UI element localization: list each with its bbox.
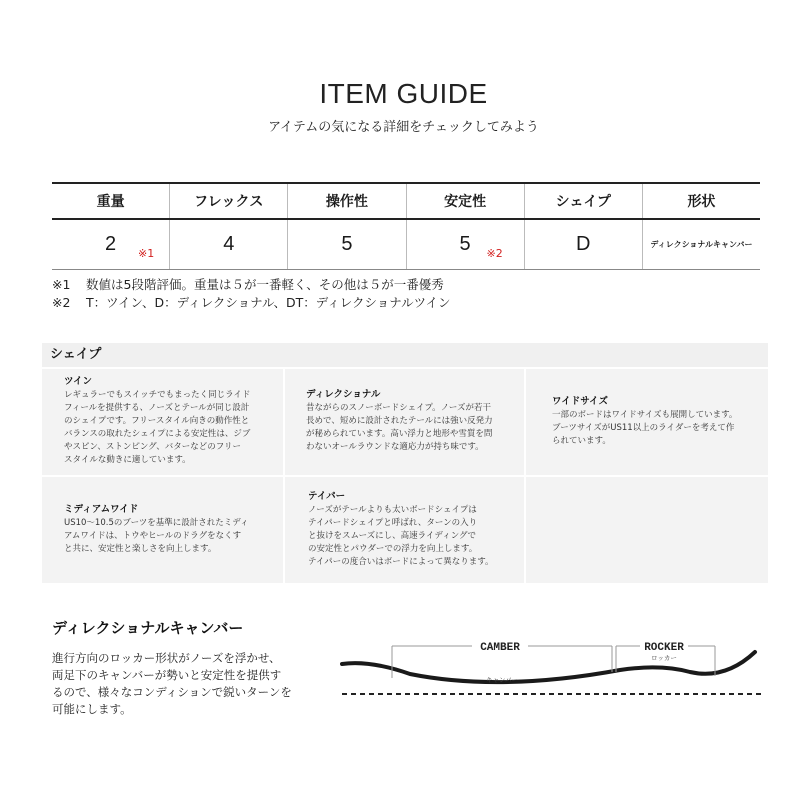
footnote-2-key: ※2 — [52, 295, 71, 310]
shape-card-line: 昔ながらのスノーボードシェイプ。ノーズが若干 — [306, 403, 491, 413]
shape-card-line: 長めで、短めに設計されたテールには強い反発力 — [306, 416, 493, 426]
shape-section-heading: シェイプ — [42, 343, 768, 367]
header-profile: 形状 — [642, 184, 760, 218]
weight-note-mark: ※1 — [138, 247, 155, 260]
camber-sub-label: キャンバー — [485, 676, 519, 684]
rocker-label: ROCKER — [644, 642, 684, 654]
board-profile — [342, 652, 755, 682]
header-stability: 安定性 — [406, 184, 524, 218]
header-handling: 操作性 — [287, 184, 405, 218]
shape-card-title: ディレクショナル — [306, 389, 381, 400]
profile-title: ディレクショナルキャンバー — [52, 619, 244, 637]
shape-card-line: と共に、安定性と楽しさを向上します。 — [64, 544, 217, 554]
page-subtitle: アイテムの気になる詳細をチェックしてみよう — [268, 120, 539, 135]
shape-card-line: ノーズがテールよりも太いボードシェイプは — [308, 505, 477, 515]
footnote-2 — [52, 294, 451, 312]
shape-card-line: レギュラーでもスイッチでもまったく同じライド — [64, 390, 251, 400]
shape-card-taper — [308, 490, 528, 569]
shape-card-line: US10～10.5のブーツを基準に設計されたミディ — [64, 518, 249, 528]
shape-card-line: のシェイプです。フリースタイル向きの動作性と — [64, 416, 250, 426]
shape-card-line: わないオールラウンドな適応力が持ち味です。 — [306, 442, 484, 452]
profile-description-line: 進行方向のロッカー形状がノーズを浮かせ、 — [52, 651, 281, 665]
header-weight: 重量 — [96, 194, 125, 210]
camber-profile-diagram — [330, 630, 770, 710]
stability-note-mark: ※2 — [486, 247, 503, 260]
header-shape: シェイプ — [524, 184, 642, 218]
shape-card-line: テイパードシェイプと呼ばれ、ターンの入り — [308, 518, 478, 528]
footnote-1 — [52, 276, 451, 294]
spec-table — [52, 182, 760, 270]
shape-card-line: の安定性とパウダーでの浮力を向上します。 — [308, 544, 478, 554]
shape-grid — [42, 369, 768, 583]
value-flex: 4 — [169, 220, 287, 269]
profile-description — [52, 650, 302, 718]
footnote-1-text: 数値は5段階評価。重量は５が一番軽く、その他は５が一番優秀 — [86, 277, 444, 292]
camber-label: CAMBER — [480, 642, 520, 654]
value-weight: 2 — [105, 233, 117, 255]
shape-card-line: スタイルな動きに適しています。 — [64, 455, 191, 465]
shape-card-line: フィールを提供する、ノーズとテールが同じ設計 — [64, 403, 250, 413]
shape-card-line: と抜けをスムーズにし、高速ライディングで — [308, 531, 477, 541]
rocker-sub-label: ロッカー — [651, 654, 677, 662]
shape-card-title: テイパー — [308, 491, 346, 502]
shape-card-line: が秘められています。高い浮力と地形や雪質を問 — [306, 429, 493, 439]
shape-card-medium-wide — [64, 503, 294, 556]
shape-card-line: ブーツサイズがUS11以上のライダーを考えて作 — [552, 423, 735, 433]
shape-card-line: 一部のボードはワイドサイズも展開しています。 — [552, 410, 738, 420]
shape-card-twin — [64, 375, 294, 467]
profile-description-line: 可能にします。 — [52, 702, 132, 716]
shape-card-line: バランスの取れたシェイプによる安定性は、ジブ — [64, 429, 251, 439]
grid-divider — [42, 475, 768, 477]
profile-description-line: るので、様々なコンディションで鋭いターンを — [52, 685, 292, 699]
value-weight-cell — [52, 220, 169, 269]
value-stability: 5 — [459, 233, 471, 255]
header-flex: フレックス — [169, 184, 287, 218]
shape-card-line: られています。 — [552, 436, 611, 446]
footnote-2-text: T：ツイン、D：ディレクショナル、DT：ディレクショナルツイン — [86, 295, 451, 310]
shape-card-line: やスピン、ストンピング、バターなどのフリー — [64, 442, 241, 452]
footnotes — [52, 276, 451, 312]
value-shape: D — [524, 220, 642, 269]
value-handling: 5 — [287, 220, 405, 269]
spec-value-row — [52, 220, 760, 270]
value-stability-cell — [406, 220, 524, 269]
footnote-1-key: ※1 — [52, 277, 71, 292]
shape-card-directional — [306, 388, 526, 454]
value-profile: ディレクショナルキャンバー — [642, 220, 760, 269]
spec-header-row — [52, 182, 760, 220]
shape-card-title: ワイドサイズ — [552, 396, 608, 407]
shape-card-wide — [552, 395, 762, 448]
page-title: ITEM GUIDE — [319, 78, 488, 109]
shape-card-title: ミディアムワイド — [64, 504, 139, 515]
shape-card-line: アムワイドは、トウやヒールのドラグをなくす — [64, 531, 242, 541]
shape-card-title: ツイン — [64, 376, 93, 387]
shape-card-line: テイパーの度合いはボードによって異なります。 — [308, 557, 494, 567]
profile-description-line: 両足下のキャンバーが勢いと安定性を提供す — [52, 668, 282, 682]
